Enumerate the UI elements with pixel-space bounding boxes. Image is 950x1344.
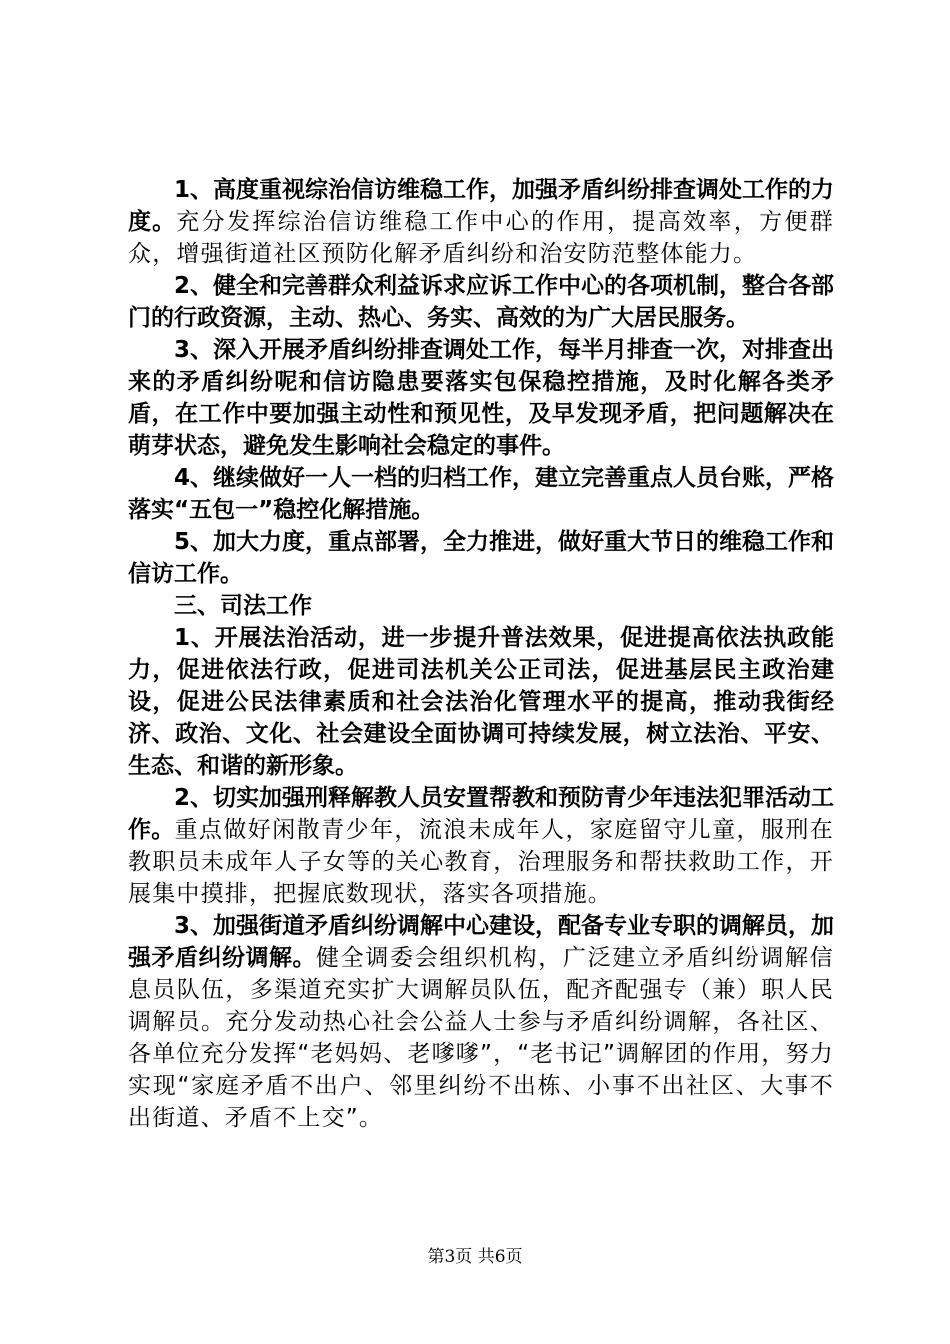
paragraph-7 [128, 782, 834, 910]
paragraph-6 [128, 622, 834, 782]
paragraph-rest: 健全调委会组织机构，广泛建立矛盾纠纷调解信息员队伍，多渠道充实扩大调解员队伍，配齐配强专（兼）职人民调解员。充分发动热心社会公益人士参与矛盾纠纷调解，各社区、各单位充分发挥“老妈妈、老嗲嗲”，“老书记”调解团的作用，努力实现“家庭矛盾不出户、邻里纠纷不出栋、小事不出社区、大事不出街道、矛盾不上交”。 [128, 945, 835, 1131]
paragraph-rest: 重点做好闲散青少年，流浪未成年人，家庭留守儿童，服刑在教职员未成年人子女等的关心教育，治理服务和帮扶救助工作，开展集中摸排，把握底数现状，落实各项措施。 [128, 817, 835, 907]
paragraph-lead: 3、加强街道矛盾纠纷调解中心建设，配备专业专职的调解员，加强矛盾纠纷调解。 [128, 913, 835, 971]
paragraph-4 [128, 462, 834, 526]
page-number-label: 第3页 共6页 [427, 1247, 523, 1267]
paragraph-1 [128, 174, 834, 270]
document-body [128, 174, 834, 1134]
paragraph-lead: 1、高度重视综治信访维稳工作，加强矛盾纠纷排查调处工作的力度。 [128, 177, 835, 235]
paragraph-5 [128, 526, 834, 590]
paragraph-3 [128, 334, 834, 462]
paragraph-rest: 充分发挥综治信访维稳工作中心的作用，提高效率，方便群众，增强街道社区预防化解矛盾纠纷和治安防范整体能力。 [128, 209, 834, 267]
paragraph-lead: 5、加大力度，重点部署，全力推进，做好重大节日的维稳工作和信访工作。 [128, 529, 835, 587]
section-heading-judicial [128, 590, 834, 622]
paragraph-2 [128, 270, 834, 334]
section-heading: 三、司法工作 [174, 593, 312, 619]
paragraph-lead: 1、开展法治活动，进一步提升普法效果，促进提高依法执政能力，促进依法行政，促进司法机关公正司法，促进基层民主政治建设，促进公民法律素质和社会法治化管理水平的提高，推动我街经济、政治、文化、社会建设全面协调可持续发展，树立法治、平安、生态、和谐的新形象。 [128, 625, 834, 779]
paragraph-lead: 2、切实加强刑释解教人员安置帮教和预防青少年违法犯罪活动工作。 [128, 785, 835, 843]
page-footer [0, 1245, 950, 1269]
paragraph-lead: 3、深入开展矛盾纠纷排查调处工作，每半月排查一次，对排查出来的矛盾纠纷呢和信访隐患要落实包保稳控措施，及时化解各类矛盾，在工作中要加强主动性和预见性，及早发现矛盾，把问题解决在萌芽状态，避免发生影响社会稳定的事件。 [128, 337, 835, 459]
paragraph-lead: 4、继续做好一人一档的归档工作，建立完善重点人员台账，严格落实“五包一”稳控化解措施。 [128, 465, 835, 523]
paragraph-lead: 2、健全和完善群众利益诉求应诉工作中心的各项机制，整合各部门的行政资源，主动、热心、务实、高效的为广大居民服务。 [128, 273, 835, 331]
paragraph-8 [128, 910, 834, 1134]
